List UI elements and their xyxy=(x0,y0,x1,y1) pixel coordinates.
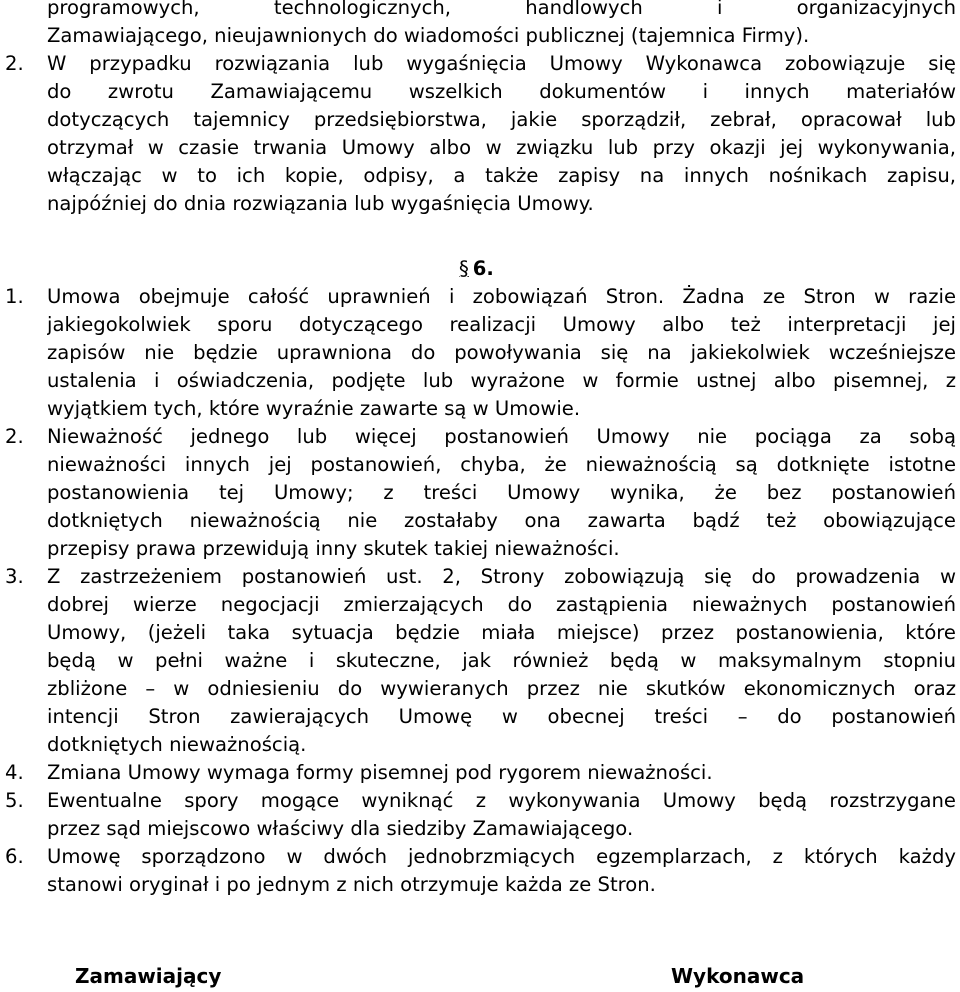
section-heading xyxy=(459,255,494,283)
text-line: postanowienia tej Umowy; z treści Umowy wynika, że bez postanowień xyxy=(47,481,956,504)
text-line: dotyczących tajemnicy przedsiębiorstwa, jakie sporządził, zebrał, opracował lub xyxy=(47,108,956,131)
text-line: Umowę sporządzono w dwóch jednobrzmiących egzemplarzach, z których każdy xyxy=(47,845,956,868)
text-line: W przypadku rozwiązania lub wygaśnięcia Umowy Wykonawca zobowiązuje się xyxy=(47,52,956,75)
text-line: otrzymał w czasie trwania Umowy albo w związku lub przy okazji jej wykonywania, xyxy=(47,136,956,159)
text-line: Umowy, (jeżeli taka sytuacja będzie miała miejsce) przez postanowienia, które xyxy=(47,621,956,644)
text-line: Z zastrzeżeniem postanowień ust. 2, Strony zobowiązują się do prowadzenia w xyxy=(47,565,956,588)
text-line: Nieważność jednego lub więcej postanowień Umowy nie pociąga za sobą xyxy=(47,425,956,448)
signature-label-client: Zamawiający xyxy=(75,964,222,988)
text-line: najpóźniej do dnia rozwiązania lub wygaśnięcia Umowy. xyxy=(47,192,594,215)
text-line: do zwrotu Zamawiającemu wszelkich dokumentów i innych materiałów xyxy=(47,80,956,103)
text-line: zapisów nie będzie uprawniona do powoływania się na jakiekolwiek wcześniejsze xyxy=(47,341,956,364)
text-line: wyjątkiem tych, które wyraźnie zawarte są w Umowie. xyxy=(47,397,581,420)
text-line: programowych, technologicznych, handlowych i organizacyjnych xyxy=(47,0,956,19)
text-line: intencji Stron zawierających Umowę w obecnej treści – do postanowień xyxy=(47,705,956,728)
list-number: 3. xyxy=(5,565,24,588)
text-line: dotkniętych nieważnością. xyxy=(47,733,307,756)
list-number: 6. xyxy=(5,845,24,868)
list-number: 2. xyxy=(5,425,24,448)
text-line: dobrej wierze negocjacji zmierzających do zastąpienia nieważnych postanowień xyxy=(47,593,956,616)
text-line: włączając w to ich kopie, odpisy, a także zapisy na innych nośnikach zapisu, xyxy=(47,164,956,187)
list-number: 2. xyxy=(5,52,24,75)
text-line: Umowa obejmuje całość uprawnień i zobowiązań Stron. Żadna ze Stron w razie xyxy=(47,285,956,308)
text-line: Zmiana Umowy wymaga formy pisemnej pod rygorem nieważności. xyxy=(47,761,713,784)
section-number: 6. xyxy=(472,257,494,280)
list-number: 1. xyxy=(5,285,24,308)
list-number: 5. xyxy=(5,789,24,812)
text-line: Zamawiającego, nieujawnionych do wiadomości publicznej (tajemnica Firmy). xyxy=(47,24,810,47)
paragraph-symbol: § xyxy=(459,257,469,280)
text-line: zbliżone – w odniesieniu do wywieranych przez nie skutków ekonomicznych oraz xyxy=(47,677,956,700)
text-line: ustalenia i oświadczenia, podjęte lub wyrażone w formie ustnej albo pisemnej, z xyxy=(47,369,956,392)
text-line: przepisy prawa przewidują inny skutek takiej nieważności. xyxy=(47,537,620,560)
text-line: będą w pełni ważne i skuteczne, jak również będą w maksymalnym stopniu xyxy=(47,649,956,672)
text-line: nieważności innych jej postanowień, chyba, że nieważnością są dotknięte istotne xyxy=(47,453,956,476)
signature-label-contractor: Wykonawca xyxy=(671,964,805,988)
text-line: przez sąd miejscowo właściwy dla siedziby Zamawiającego. xyxy=(47,817,634,840)
text-line: dotkniętych nieważnością nie zostałaby ona zawarta bądź też obowiązujące xyxy=(47,509,956,532)
text-line: Ewentualne spory mogące wyniknąć z wykonywania Umowy będą rozstrzygane xyxy=(47,789,956,812)
text-line: stanowi oryginał i po jednym z nich otrzymuje każda ze Stron. xyxy=(47,873,656,896)
text-line: jakiegokolwiek sporu dotyczącego realizacji Umowy albo też interpretacji jej xyxy=(47,313,956,336)
list-number: 4. xyxy=(5,761,24,784)
